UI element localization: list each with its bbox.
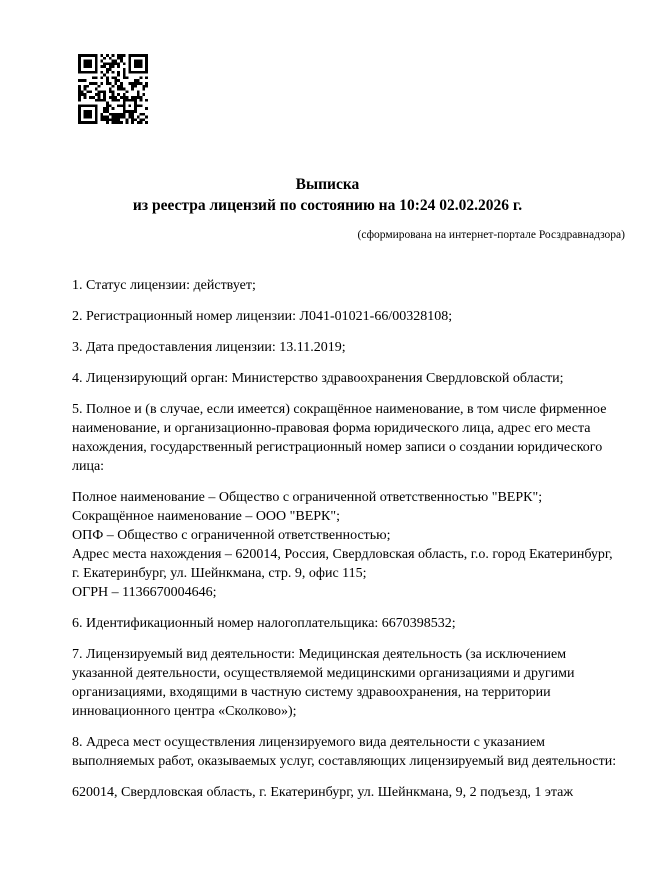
paragraph: [72, 783, 622, 802]
paragraph: [72, 614, 622, 633]
document-title: [0, 174, 655, 216]
paragraph: [72, 645, 622, 721]
paragraph-line: 5. Полное и (в случае, если имеется) сокращённое наименование, в том числе фирменное наименование, и организационно-правовая форма юридического лица, адрес его места нахождения, государственный регистрационный номер записи о создании юридического лица:: [72, 402, 607, 474]
paragraph-line: Сокращённое наименование – ООО "ВЕРК";: [72, 509, 340, 524]
qr-code-icon: [78, 54, 148, 124]
document-subtitle: (сформирована на интернет-портале Росздравнадзора): [357, 229, 625, 241]
paragraph-line: Полное наименование – Общество с ограниченной ответственностью "ВЕРК";: [72, 490, 543, 505]
paragraph-line: 7. Лицензируемый вид деятельности: Медицинская деятельность (за исключением указанной деятельности, осуществляемой медицинскими организациями и другими организациями, входящими в частную систему здравоохранения, на территории инновационного центра «Сколково»);: [72, 647, 575, 719]
paragraph-line: 1. Статус лицензии: действует;: [72, 278, 256, 293]
title-line-1: Выписка: [295, 176, 360, 193]
paragraph: [72, 369, 622, 388]
paragraph-line: 620014, Свердловская область, г. Екатеринбург, ул. Шейнкмана, 9, 2 подъезд, 1 этаж: [72, 785, 574, 800]
paragraph: [72, 276, 622, 295]
paragraph-line: 4. Лицензирующий орган: Министерство здравоохранения Свердловской области;: [72, 371, 564, 386]
paragraph: [72, 400, 622, 476]
paragraph: [72, 338, 622, 357]
paragraph-line: ОГРН – 1136670004646;: [72, 585, 217, 600]
paragraph-line: 8. Адреса мест осуществления лицензируемого вида деятельности с указанием выполняемых работ, оказываемых услуг, составляющих лицензируемый вид деятельности:: [72, 735, 617, 769]
paragraph-line: ОПФ – Общество с ограниченной ответственностью;: [72, 528, 391, 543]
paragraph-line: 2. Регистрационный номер лицензии: Л041-01021-66/00328108;: [72, 309, 453, 324]
document-body: [72, 276, 622, 814]
paragraph-line: 3. Дата предоставления лицензии: 13.11.2019;: [72, 340, 346, 355]
title-line-2: из реестра лицензий по состоянию на 10:24 02.02.2026 г.: [132, 197, 523, 214]
paragraph: [72, 733, 622, 771]
paragraph-line: Адрес места нахождения – 620014, Россия, Свердловская область, г.о. город Екатеринбург, г. Екатеринбург, ул. Шейнкмана, стр. 9, офис 115;: [72, 547, 613, 581]
paragraph: [72, 307, 622, 326]
paragraph-line: 6. Идентификационный номер налогоплательщика: 6670398532;: [72, 616, 456, 631]
paragraph: [72, 488, 622, 602]
